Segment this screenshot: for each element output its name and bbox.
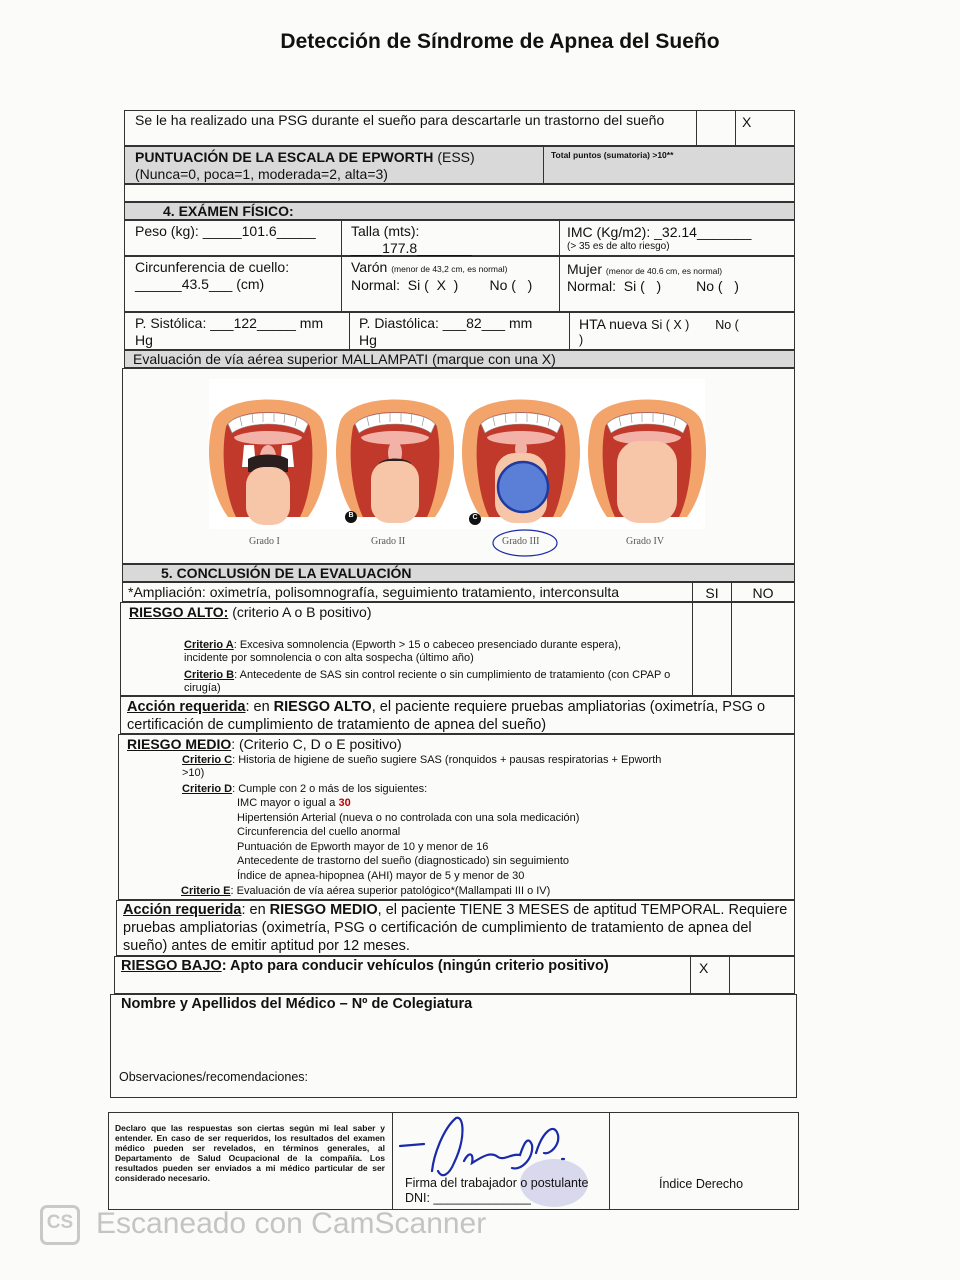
camscanner-logo-text: CS bbox=[46, 1212, 74, 1233]
grade-3-drawing bbox=[462, 400, 580, 524]
hta-close: ) bbox=[579, 333, 584, 347]
varon-note: (menor de 43,2 cm, es normal) bbox=[391, 264, 508, 274]
criterio-d-item-1 bbox=[237, 797, 351, 810]
imc-label: IMC (Kg/m2): bbox=[567, 224, 655, 240]
cuello-field: ______43.5___ (cm) bbox=[135, 276, 265, 292]
sistolica-unit: mm bbox=[299, 315, 324, 331]
riesgo-medio-field bbox=[127, 736, 402, 752]
riesgo-bajo-rest: : Apto para conducir vehículos (ningún criterio positivo) bbox=[221, 958, 609, 974]
grade-label-2: Grado II bbox=[371, 536, 406, 547]
criterio-e-text: : Evaluación de vía aérea superior patológico*(Mallampati III o IV) bbox=[230, 885, 551, 897]
epworth-row bbox=[124, 146, 795, 184]
accion-alto-part-b: RIESGO ALTO bbox=[273, 699, 372, 715]
talla-field: ____177.8_______ bbox=[351, 240, 472, 256]
riesgo-alto-title: RIESGO ALTO: bbox=[129, 604, 229, 620]
riesgo-bajo-title: RIESGO BAJO bbox=[121, 958, 222, 974]
camscanner-logo-icon bbox=[40, 1205, 80, 1245]
criterio-d-item-4: Puntuación de Epworth mayor de 10 y menor de 16 bbox=[237, 841, 489, 853]
criterio-c-label: Criterio C bbox=[182, 754, 233, 766]
exam-row-3 bbox=[124, 312, 795, 350]
col-no: NO bbox=[752, 585, 774, 601]
epworth-heading: PUNTUACIÓN DE LA ESCALA DE EPWORTH bbox=[135, 149, 434, 165]
riesgo-medio-rest: : (Criterio C, D o E positivo) bbox=[231, 736, 402, 752]
diastolica-unit: mm bbox=[508, 315, 533, 331]
varon-field bbox=[351, 259, 507, 275]
psg-question: Se le ha realizado una PSG durante el sueño para descartarle un trastorno del sueño bbox=[135, 112, 665, 128]
accion-medio-part-c: , el paciente TIENE 3 MESES de aptitud TEMPORAL. Requiere pruebas ampliatorias (oximetría, PSG o certificación de cumplimiento de tratamiento de apnea del sueño) antes de emitir aptitud por 12 meses. bbox=[123, 902, 788, 954]
accion-alto-row bbox=[120, 696, 795, 734]
peso-field: Peso (kg): _____101.6_____ bbox=[135, 223, 316, 239]
grade-1-drawing bbox=[209, 400, 327, 526]
conclusion-heading: 5. CONCLUSIÓN DE LA EVALUACIÓN bbox=[161, 565, 412, 581]
criterio-b bbox=[184, 669, 684, 695]
diastolica-value: 82 bbox=[466, 315, 482, 331]
imc-threshold: 30 bbox=[338, 797, 351, 809]
camscanner-text: Escaneado con CamScanner bbox=[96, 1207, 487, 1240]
peso-label: Peso (kg): bbox=[135, 223, 203, 239]
diastolica-hg: Hg bbox=[359, 332, 377, 348]
hta-no: No ( bbox=[715, 318, 739, 332]
criterio-e-label: Criterio E bbox=[181, 885, 231, 897]
criterio-d-item-2: Hipertensión Arterial (nueva o no controlada con una sola medicación) bbox=[237, 812, 580, 824]
criterio-d-text: : Cumple con 2 o más de los siguientes: bbox=[232, 783, 428, 795]
criterio-d-label: Criterio D bbox=[182, 783, 233, 795]
sistolica-value: 122 bbox=[233, 315, 257, 331]
mujer-note: (menor de 40.6 cm, es normal) bbox=[605, 266, 723, 276]
criterio-c bbox=[182, 754, 682, 780]
medico-box bbox=[110, 994, 797, 1098]
riesgo-medio-title: RIESGO MEDIO bbox=[127, 736, 232, 752]
imc-field: IMC (Kg/m2): _32.14_______ bbox=[567, 224, 752, 240]
talla-value: 177.8 bbox=[382, 240, 418, 256]
grade-2-b-marker: B bbox=[348, 512, 354, 519]
varon-label: Varón bbox=[351, 259, 388, 275]
varon-normal: Normal: Si ( X ) No ( ) bbox=[351, 277, 533, 293]
dni-label: DNI: bbox=[405, 1191, 430, 1205]
mallampati-heading: Evaluación de vía aérea superior MALLAMPATI (marque con una X) bbox=[133, 351, 556, 367]
firma-label: Firma del trabajador o postulante bbox=[405, 1176, 589, 1190]
riesgo-alto-row bbox=[120, 602, 795, 696]
accion-medio-part-b: RIESGO MEDIO bbox=[269, 902, 378, 918]
criterio-a bbox=[184, 639, 654, 665]
diastolica-label: P. Diastólica: bbox=[359, 315, 443, 331]
riesgo-alto-rest: (criterio A o B positivo) bbox=[228, 604, 372, 620]
sistolica-field: P. Sistólica: ___122_____ mm bbox=[135, 315, 324, 331]
criterio-d-item-1-text: IMC mayor o igual a bbox=[237, 797, 339, 809]
criterio-d-item-6: Índice de apnea-hipopnea (AHI) mayor de 5 y menor de 30 bbox=[237, 870, 525, 882]
hta-field bbox=[579, 316, 739, 333]
psg-mark: X bbox=[742, 114, 752, 130]
riesgo-medio-row bbox=[118, 734, 795, 900]
riesgo-bajo-row bbox=[114, 956, 795, 994]
mallampati-panel bbox=[122, 368, 795, 564]
hta-label: HTA nueva bbox=[579, 316, 648, 332]
grade-label-1: Grado I bbox=[249, 536, 280, 547]
criterio-e bbox=[181, 885, 550, 898]
criterio-d-item-5: Antecedente de trastorno del sueño (diagnosticado) sin seguimiento bbox=[237, 855, 570, 867]
criterio-d-item-3: Circunferencia del cuello anormal bbox=[237, 826, 401, 838]
sistolica-label: P. Sistólica: bbox=[135, 315, 211, 331]
sistolica-hg: Hg bbox=[135, 332, 153, 348]
accion-medio-text bbox=[123, 901, 791, 955]
grade-label-4: Grado IV bbox=[626, 536, 665, 547]
imc-note: (> 35 es de alto riesgo) bbox=[567, 241, 670, 252]
epworth-scale: (Nunca=0, poca=1, moderada=2, alta=3) bbox=[135, 166, 388, 182]
exam-heading: 4. EXÁMEN FÍSICO: bbox=[163, 203, 294, 219]
ampliacion-row bbox=[122, 582, 795, 602]
riesgo-bajo-mark: X bbox=[699, 960, 709, 976]
medico-label: Nombre y Apellidos del Médico – Nº de Colegiatura bbox=[121, 996, 473, 1012]
observaciones-label: Observaciones/recomendaciones: bbox=[119, 1070, 308, 1084]
exam-heading-row bbox=[124, 202, 795, 220]
criterio-b-label: Criterio B bbox=[184, 669, 235, 681]
mujer-label: Mujer bbox=[567, 261, 603, 277]
cuello-unit: (cm) bbox=[236, 276, 265, 292]
grade-4-drawing bbox=[588, 400, 706, 524]
cuello-value: 43.5 bbox=[181, 276, 209, 292]
col-si: SI bbox=[705, 585, 719, 601]
declaracion-box bbox=[108, 1112, 799, 1210]
hta-si: Si ( X ) bbox=[651, 318, 690, 332]
dni-field: DNI: ______________ bbox=[405, 1191, 531, 1205]
accion-alto-part-a: : en bbox=[245, 699, 274, 715]
declaracion-text: Declaro que las respuestas son ciertas según mi leal saber y entender. En caso de ser requeridos, los resultados del examen médico pueden ser revelados, en términos generales, al Departamento de Salud Ocupacional de la compañía. Los resultados pueden ser enviados a mi médico particular de ser considerado necesario. bbox=[115, 1123, 385, 1183]
accion-alto-text bbox=[127, 698, 791, 734]
mallampati-heading-row bbox=[124, 350, 795, 368]
accion-medio-row bbox=[116, 900, 795, 956]
ampliacion-text: *Ampliación: oximetría, polisomnografía, seguimiento tratamiento, interconsulta bbox=[128, 584, 620, 600]
exam-row-1 bbox=[124, 220, 795, 256]
grade-2-drawing bbox=[336, 400, 454, 524]
accion-alto-part-c: , el paciente requiere pruebas ampliatorias (oximetría, PSG o certificación de cumplimiento de tratamiento de apnea del sueño) bbox=[127, 699, 766, 733]
riesgo-bajo-field bbox=[121, 958, 609, 974]
psg-row bbox=[124, 110, 795, 146]
grade-3-c-marker: C bbox=[472, 514, 478, 521]
indice-label: Índice Derecho bbox=[659, 1177, 744, 1191]
riesgo-alto-field bbox=[129, 604, 371, 620]
exam-row-2 bbox=[124, 256, 795, 312]
criterio-b-text: : Antecedente de SAS sin control reciente o sin cumplimiento de tratamiento (con CPAP o cirugía) bbox=[184, 669, 671, 694]
accion-alto-label: Acción requerida bbox=[127, 699, 246, 715]
talla-label: Talla (mts): bbox=[351, 223, 420, 239]
epworth-total-label: Total puntos (sumatoria) >10** bbox=[551, 150, 674, 160]
epworth-abbr: (ESS) bbox=[437, 149, 475, 165]
diastolica-field: P. Diastólica: ___82___ mm bbox=[359, 315, 533, 331]
grade-label-3: Grado III bbox=[502, 536, 540, 547]
cuello-label: Circunferencia de cuello: bbox=[135, 259, 290, 275]
conclusion-heading-row bbox=[122, 564, 795, 582]
criterio-a-text: : Excesiva somnolencia (Epworth > 15 o cabeceo presenciado durante espera), incidente por somnolencia o con alta sospecha (último año) bbox=[184, 639, 622, 664]
accion-medio-part-a: : en bbox=[241, 902, 270, 918]
criterio-d bbox=[182, 783, 427, 796]
mujer-field bbox=[567, 261, 722, 277]
grade-3-marker-circle bbox=[498, 462, 548, 512]
criterio-a-label: Criterio A bbox=[184, 639, 234, 651]
blank-row bbox=[124, 184, 795, 202]
peso-value: 101.6 bbox=[241, 223, 277, 239]
accion-medio-label: Acción requerida bbox=[123, 902, 242, 918]
mujer-normal: Normal: Si ( ) No ( ) bbox=[567, 278, 739, 294]
page-title: Detección de Síndrome de Apnea del Sueño bbox=[280, 30, 720, 53]
imc-value: 32.14 bbox=[661, 224, 697, 240]
criterio-c-text: : Historia de higiene de sueño sugiere SAS (ronquidos + pausas respiratorias + Epworth >10) bbox=[182, 754, 662, 779]
mallampati-illustration bbox=[123, 369, 796, 565]
